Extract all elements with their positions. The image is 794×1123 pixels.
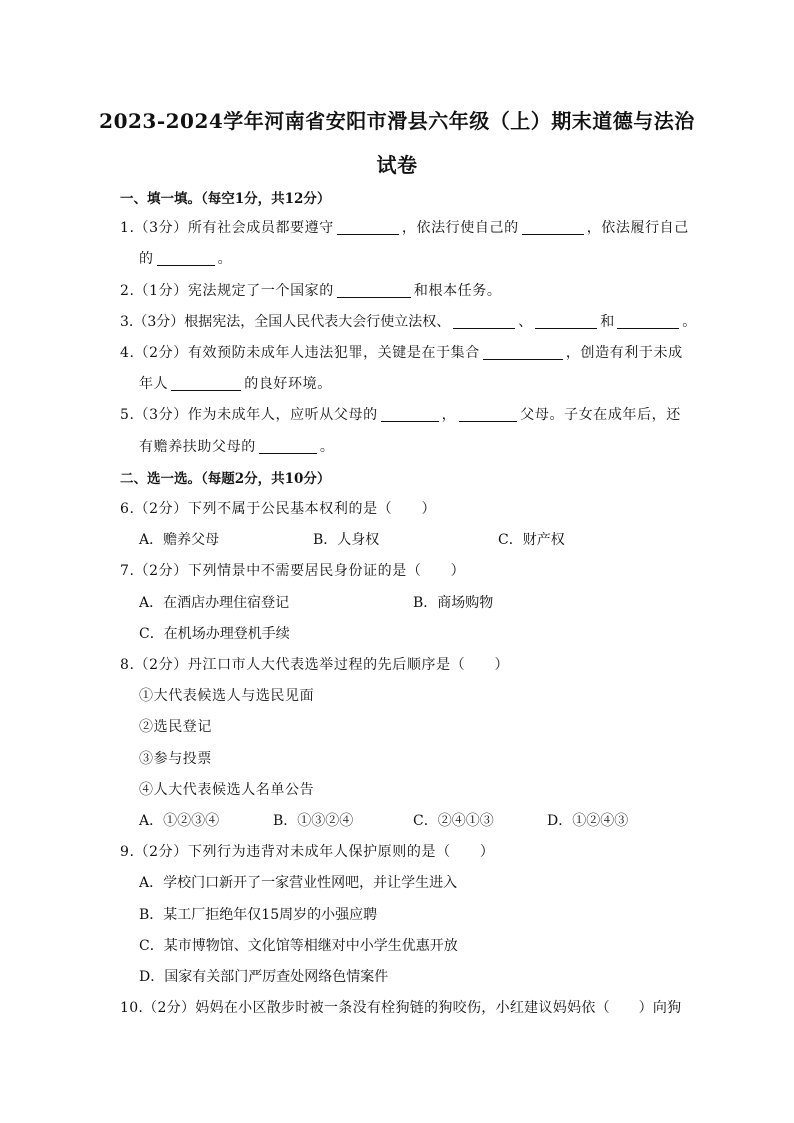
- answer-blank[interactable]: [483, 345, 563, 360]
- answer-blank[interactable]: [453, 314, 515, 329]
- answer-blank[interactable]: [617, 314, 679, 329]
- answer-blank[interactable]: [259, 439, 317, 454]
- answer-blank[interactable]: [337, 220, 399, 235]
- question-7-option-a[interactable]: A．在酒店办理住宿登记: [139, 595, 290, 611]
- question-8-option-b[interactable]: B．①③②④: [273, 813, 354, 829]
- answer-blank[interactable]: [522, 220, 584, 235]
- question-1-line2: 的 。: [139, 251, 233, 267]
- question-8-step-2: ②选民登记: [139, 719, 212, 735]
- question-8-option-d[interactable]: D．①②④③: [547, 813, 629, 829]
- answer-blank[interactable]: [337, 283, 411, 298]
- question-9-option-c[interactable]: C．某市博物馆、文化馆等相继对中小学生优惠开放: [139, 938, 458, 954]
- answer-blank[interactable]: [171, 376, 241, 391]
- question-6-option-a[interactable]: A．赡养父母: [139, 532, 220, 548]
- section-heading-fill: 一、填一填。（每空1分，共12分）: [120, 191, 331, 207]
- question-6-option-b[interactable]: B．人身权: [313, 532, 380, 548]
- exam-title-line1: 2023-2024学年河南省安阳市滑县六年级（上）期末道德与法治: [99, 109, 695, 133]
- question-9-stem: 9.（2分）下列行为违背对未成年人保护原则的是（ ）: [120, 844, 495, 860]
- question-6-stem: 6.（2分）下列不属于公民基本权利的是（ ）: [120, 501, 437, 517]
- question-5-line1: 5.（3分）作为未成年人，应听从父母的 ， 父母。子女在成年后，还: [120, 407, 681, 423]
- question-9-option-a[interactable]: A．学校门口新开了一家营业性网吧，并让学生进入: [139, 875, 458, 891]
- question-4-line2: 年人 的良好环境。: [139, 376, 332, 392]
- question-8-step-4: ④人大代表候选人名单公告: [139, 782, 315, 798]
- question-4-line1: 4.（2分）有效预防未成年人违法犯罪，关键是在于集合 ，创造有利于未成: [120, 345, 683, 361]
- question-1-line1: 1.（3分）所有社会成员都要遵守 ，依法行使自己的 ，依法履行自己: [120, 220, 689, 236]
- question-7-option-c[interactable]: C．在机场办理登机手续: [139, 626, 290, 642]
- question-9-option-b[interactable]: B．某工厂拒绝年仅15周岁的小强应聘: [139, 907, 378, 923]
- question-8-option-c[interactable]: C．②④①③: [413, 813, 494, 829]
- question-3: 3.（3分）根据宪法，全国人民代表大会行使立法权、 、 和 。: [120, 314, 697, 330]
- question-5-line2: 有赡养扶助父母的 。: [139, 439, 335, 455]
- question-2: 2.（1分）宪法规定了一个国家的 和根本任务。: [120, 283, 502, 299]
- question-7-stem: 7.（2分）下列情景中不需要居民身份证的是（ ）: [120, 563, 466, 579]
- question-8-option-a[interactable]: A．①②③④: [139, 813, 220, 829]
- question-8-stem: 8.（2分）丹江口市人大代表选举过程的先后顺序是（ ）: [120, 657, 510, 673]
- question-8-step-3: ③参与投票: [139, 751, 212, 767]
- question-6-option-c[interactable]: C．财产权: [498, 532, 565, 548]
- question-10-stem: 10.（2分）妈妈在小区散步时被一条没有栓狗链的狗咬伤，小红建议妈妈依（ ）向狗: [120, 1000, 682, 1016]
- question-9-option-d[interactable]: D．国家有关部门严厉查处网络色情案件: [139, 969, 389, 985]
- question-8-step-1: ①大代表候选人与选民见面: [139, 688, 315, 704]
- exam-title-line2: 试卷: [376, 153, 418, 177]
- answer-blank[interactable]: [381, 407, 439, 422]
- answer-blank[interactable]: [157, 251, 215, 266]
- section-heading-choice: 二、选一选。（每题2分，共10分）: [120, 471, 331, 487]
- answer-blank[interactable]: [535, 314, 597, 329]
- question-7-option-b[interactable]: B．商场购物: [413, 595, 494, 611]
- answer-blank[interactable]: [459, 407, 517, 422]
